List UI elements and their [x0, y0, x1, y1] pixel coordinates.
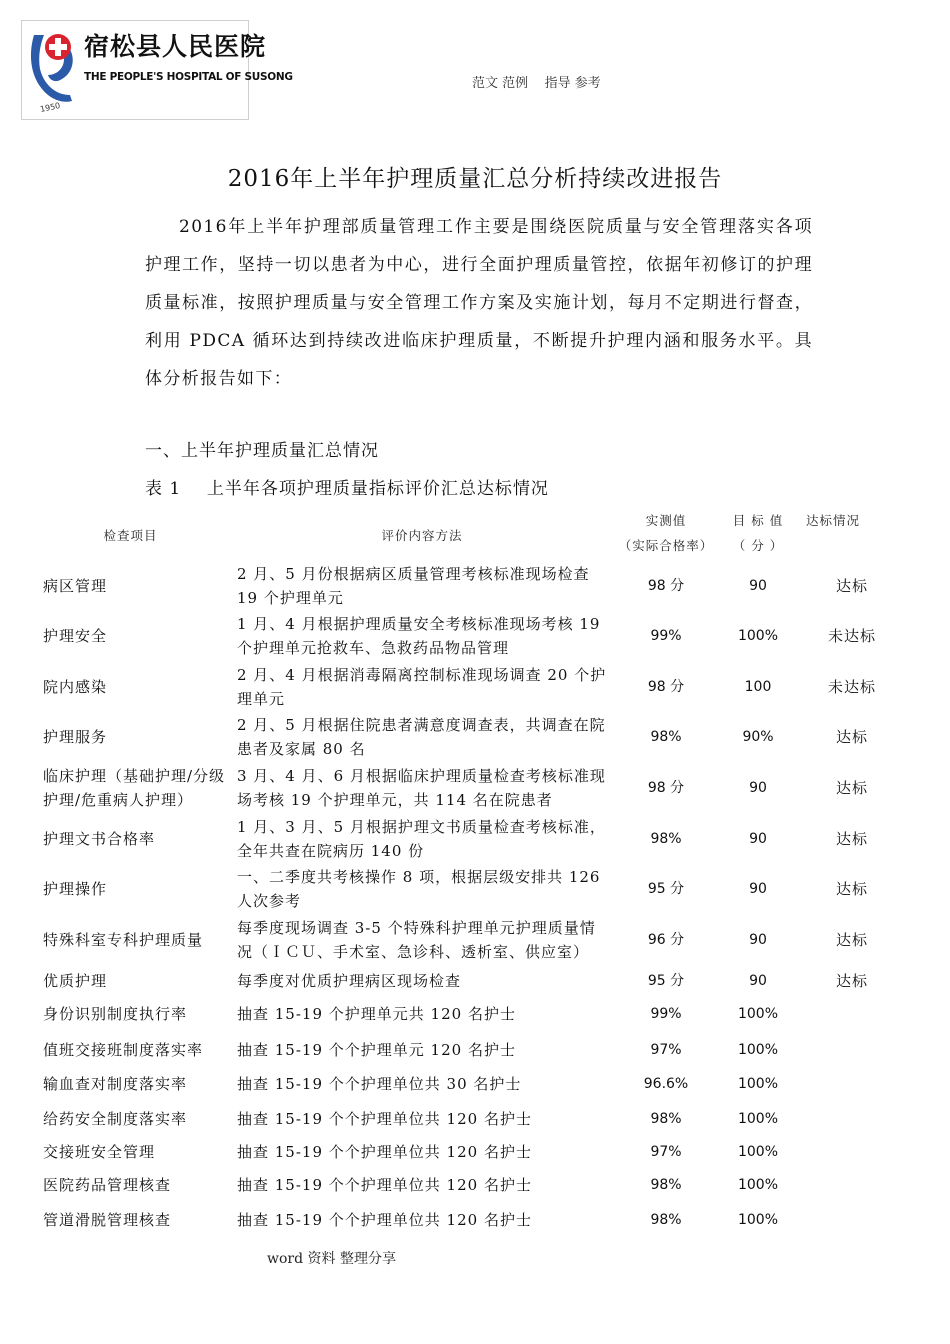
table-row [0, 663, 950, 711]
cell-target: 100% [737, 1212, 779, 1228]
header-item: 检查项目 [103, 528, 158, 543]
cell-target: 90% [742, 729, 774, 745]
cell-status: 达标 [835, 880, 868, 898]
cell-method: 一、二季度共考核操作 8 项，根据层级安排共 126 人次参考 [237, 868, 601, 910]
cell-method: 每季度对优质护理病区现场检查 [237, 972, 462, 990]
cell-method: 3 月、4 月、6 月根据临床护理质量检查考核标准现场考核 19 个护理单元，共 114 名在院患者 [237, 767, 606, 809]
cell-actual: 95 分 [647, 881, 685, 897]
cell-target: 100% [737, 1144, 779, 1160]
cell-method: 抽查 15-19 个个护理单位共 120 名护士 [237, 1176, 532, 1194]
cell-item: 特殊科室专科护理质量 [43, 931, 204, 949]
cell-item: 病区管理 [43, 577, 108, 595]
cell-actual: 96 分 [647, 932, 685, 948]
table-row [0, 764, 950, 812]
cell-status: 达标 [835, 931, 868, 949]
table-row [0, 1038, 950, 1062]
cell-target: 90 [749, 578, 767, 594]
cell-actual: 98 分 [647, 780, 685, 796]
table-caption: 表 1 上半年各项护理质量指标评价汇总达标情况 [145, 479, 549, 499]
header-actual-line1: 实测值 [645, 513, 687, 528]
cell-method: 1 月、3 月、5 月根据护理文书质量检查考核标准，全年共查在院病历 140 份 [237, 818, 606, 860]
cell-item: 优质护理 [43, 972, 108, 990]
cell-item: 护理安全 [43, 627, 108, 645]
hospital-founding-year: 1950 [39, 100, 62, 115]
cell-item: 输血查对制度落实率 [43, 1075, 188, 1093]
cell-method: 抽查 15-19 个个护理单位共 120 名护士 [237, 1211, 532, 1229]
document-title: 2016年上半年护理质量汇总分析持续改进报告 [227, 166, 723, 192]
cell-status: 未达标 [827, 678, 876, 696]
table-row [0, 969, 950, 993]
cell-target: 100% [737, 1042, 779, 1058]
header-status: 达标情况 [805, 513, 860, 528]
cell-status: 未达标 [827, 627, 876, 645]
cell-target: 100% [737, 628, 779, 644]
table-row [0, 815, 950, 863]
cell-method: 1 月、4 月根据护理质量安全考核标准现场考核 19 个护理单元抢救车、急救药品物品管理 [237, 615, 601, 657]
header-target-line2: （ 分 ） [732, 538, 784, 553]
table-row [0, 1002, 950, 1026]
cell-status: 达标 [835, 728, 868, 746]
cell-method: 抽查 15-19 个个护理单元 120 名护士 [237, 1041, 516, 1059]
table-row [0, 562, 950, 610]
table-row [0, 1072, 950, 1096]
cell-method: 每季度现场调查 3-5 个特殊科护理单元护理质量情况（ＩＣＵ、手术室、急诊科、透析室、供应室） [237, 919, 596, 961]
table-row [0, 1208, 950, 1232]
cell-actual: 97% [650, 1144, 682, 1160]
cell-actual: 98% [650, 729, 682, 745]
cell-target: 100% [737, 1177, 779, 1193]
cell-method: 抽查 15-19 个护理单元共 120 名护士 [237, 1005, 516, 1023]
cell-actual: 98 分 [647, 679, 685, 695]
cell-status: 达标 [835, 779, 868, 797]
hospital-name-en: THE PEOPLE'S HOSPITAL OF SUSONG [84, 71, 293, 83]
cell-target: 90 [749, 881, 767, 897]
table-row [0, 1173, 950, 1197]
cell-actual: 98% [650, 1177, 682, 1193]
cell-status: 达标 [835, 577, 868, 595]
cell-method: 2 月、5 月根据住院患者满意度调查表，共调查在院患者及家属 80 名 [237, 716, 606, 758]
cell-item: 临床护理（基础护理/分级护理/危重病人护理） [43, 767, 226, 809]
cell-item: 医院药品管理核查 [43, 1176, 172, 1194]
cell-target: 100 [744, 679, 772, 695]
header-method: 评价内容方法 [381, 528, 463, 543]
cell-status: 达标 [835, 830, 868, 848]
header-note: 范文 范例 指导 参考 [472, 76, 601, 91]
cell-target: 100% [737, 1111, 779, 1127]
header-actual-line2: （实际合格率） [618, 538, 714, 553]
cell-target: 90 [749, 973, 767, 989]
cell-target: 100% [737, 1076, 779, 1092]
table-row [0, 1140, 950, 1164]
cell-method: 2 月、4 月根据消毒隔离控制标准现场调查 20 个护理单元 [237, 666, 607, 708]
header-target-line1: 目 标 值 [732, 513, 784, 528]
cell-method: 2 月、5 月份根据病区质量管理考核标准现场检查 19 个护理单元 [237, 565, 590, 607]
page-footer: word 资料 整理分享 [267, 1251, 396, 1267]
cell-item: 护理文书合格率 [43, 830, 156, 848]
cell-actual: 99% [650, 628, 682, 644]
cell-status: 达标 [835, 972, 868, 990]
cell-actual: 98 分 [647, 578, 685, 594]
table-row [0, 865, 950, 913]
cell-method: 抽查 15-19 个个护理单位共 120 名护士 [237, 1143, 532, 1161]
section-heading: 一、上半年护理质量汇总情况 [145, 441, 379, 461]
cell-actual: 98% [650, 1212, 682, 1228]
intro-paragraph: 2016年上半年护理部质量管理工作主要是围绕医院质量与安全管理落实各项护理工作，坚持一切以患者为中心，进行全面护理质量管控，依据年初修订的护理质量标准，按照护理质量与安全管理工作方案及实施计划，每月不定期进行督查，利用 PDCA 循环达到持续改进临床护理质量，不断提升护理内涵和服务水平。具体分析报告如下： [145, 217, 813, 389]
cell-item: 护理操作 [43, 880, 108, 898]
cell-item: 身份识别制度执行率 [43, 1005, 188, 1023]
cell-method: 抽查 15-19 个个护理单位共 120 名护士 [237, 1110, 532, 1128]
cell-actual: 97% [650, 1042, 682, 1058]
cell-actual: 99% [650, 1006, 682, 1022]
cell-target: 90 [749, 780, 767, 796]
hospital-name-cn: 宿松县人民医院 [84, 32, 267, 61]
cell-actual: 98% [650, 1111, 682, 1127]
cell-target: 90 [749, 831, 767, 847]
cell-item: 护理服务 [43, 728, 108, 746]
cell-target: 90 [749, 932, 767, 948]
cell-item: 值班交接班制度落实率 [43, 1041, 204, 1059]
table-row [0, 1107, 950, 1131]
table-row [0, 713, 950, 761]
cell-actual: 96.6% [643, 1076, 689, 1092]
cell-method: 抽查 15-19 个个护理单位共 30 名护士 [237, 1075, 522, 1093]
table-row [0, 612, 950, 660]
cell-item: 院内感染 [43, 678, 108, 696]
cell-item: 交接班安全管理 [43, 1143, 156, 1161]
table-row [0, 916, 950, 964]
cell-item: 给药安全制度落实率 [43, 1110, 188, 1128]
hospital-logo [21, 20, 293, 120]
cell-target: 100% [737, 1006, 779, 1022]
cell-actual: 98% [650, 831, 682, 847]
cell-actual: 95 分 [647, 973, 685, 989]
cell-item: 管道滑脱管理核查 [43, 1211, 172, 1229]
